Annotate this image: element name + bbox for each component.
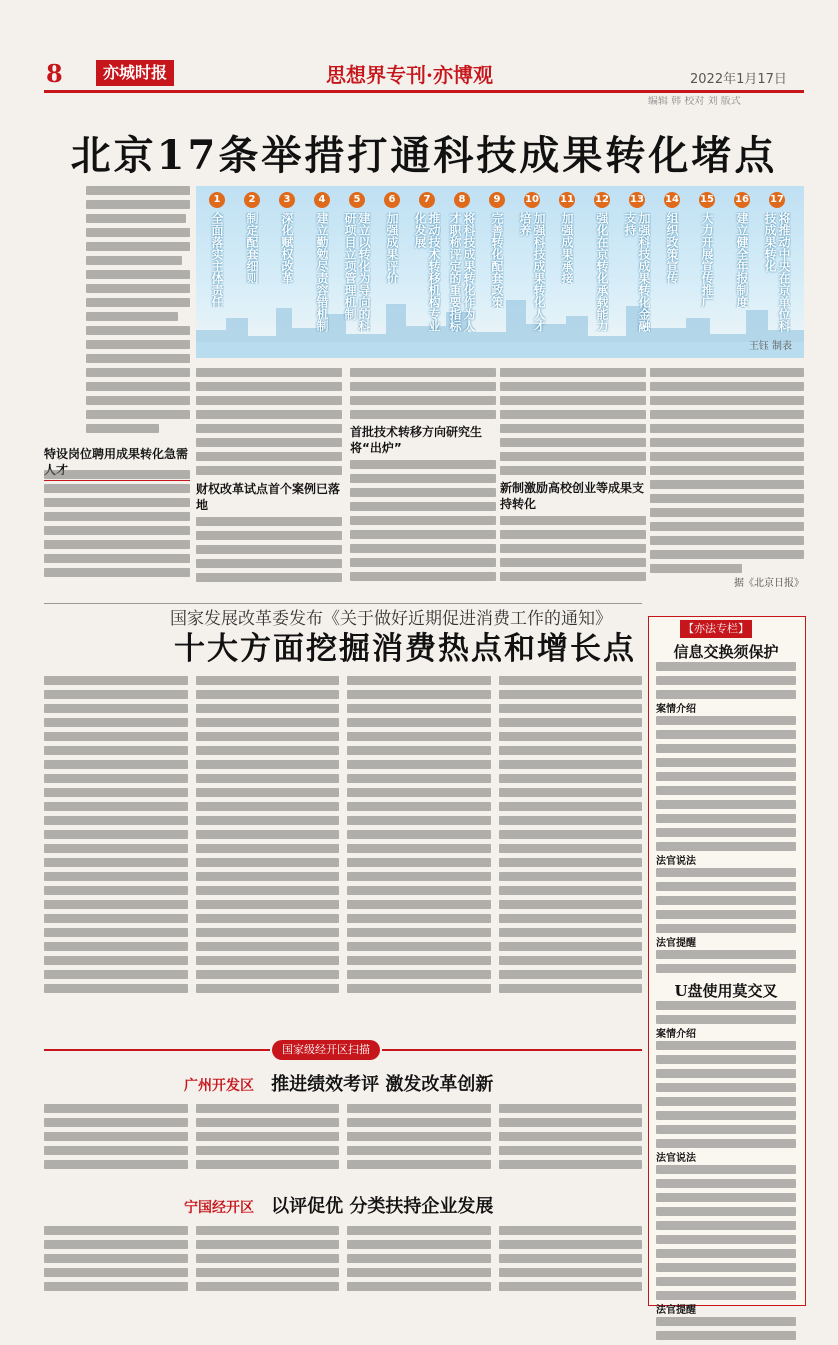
- article2-col2: [196, 676, 340, 1026]
- graphic-credit: 王钰 制表: [748, 341, 792, 352]
- measure-number: 12: [594, 192, 610, 208]
- page-number: 8: [46, 59, 63, 88]
- zone-rule-right: [382, 1049, 642, 1051]
- measure-item: [657, 192, 687, 284]
- measure-number: 13: [629, 192, 645, 208]
- measure-number: 8: [454, 192, 470, 208]
- measure-text: 全面落实主体责任: [210, 212, 224, 308]
- article2-col4: [499, 676, 643, 1026]
- legal-tip-heading-2: 法官提醒: [656, 1305, 696, 1316]
- measure-number: 16: [734, 192, 750, 208]
- zone-section-tag: 国家级经开区扫描: [272, 1040, 380, 1060]
- text-lines: [86, 186, 190, 433]
- zone-article-a-body: [44, 1104, 642, 1174]
- article2-headline: 十大方面挖掘消费热点和增长点: [174, 631, 636, 667]
- measure-text: 将科技成果转化作为人才职称评定的重要指标: [448, 212, 476, 332]
- measure-number: 10: [524, 192, 540, 208]
- measure-text: 完善转化配套政策: [490, 212, 504, 308]
- section-title: 思想界专刊·亦博观: [326, 63, 493, 87]
- issue-date: 2022年1月17日: [690, 72, 787, 87]
- measure-number: 1: [209, 192, 225, 208]
- article1-source: 据《北京日报》: [734, 578, 804, 589]
- measure-text: 加强科技成果转化人才培养: [518, 212, 546, 332]
- measure-item: [202, 192, 232, 308]
- intro-text-block: [86, 186, 190, 438]
- measure-number: 6: [384, 192, 400, 208]
- masthead-logo: 亦城时报: [96, 60, 174, 86]
- measure-item: [307, 192, 337, 332]
- zone-a-title: 推进绩效考评 激发改革创新: [271, 1074, 494, 1095]
- measure-item: [587, 192, 617, 332]
- subhead-pilot-case: 财权改革试点首个案例已落地: [196, 482, 341, 512]
- main-headline: 北京17条举措打通科技成果转化堵点: [70, 132, 778, 179]
- legal-judge-heading: 法官说法: [656, 856, 696, 867]
- article2-col1: [44, 676, 188, 1026]
- measure-item: [727, 192, 757, 308]
- measure-item: [447, 192, 477, 332]
- measure-text: 将推动中央在京单位科技成果转化: [763, 212, 791, 332]
- article2-deck: 国家发展改革委发布《关于做好近期促进消费工作的通知》: [170, 609, 612, 629]
- legal-case-heading-2: 案情介绍: [656, 1029, 696, 1040]
- article2-col3: [347, 676, 491, 1026]
- article1-col5-text: [650, 368, 804, 590]
- measure-item: [552, 192, 582, 284]
- zone-a-label: 广州开发区: [184, 1078, 254, 1094]
- measure-number: 3: [279, 192, 295, 208]
- measure-item: [762, 192, 792, 332]
- measure-item: [272, 192, 302, 284]
- subhead-graduates: 首批技术转移方向研究生将“出炉”: [350, 425, 483, 455]
- measure-item: [342, 192, 372, 332]
- measure-text: 建立健全年报制度: [735, 212, 749, 308]
- measure-number: 11: [559, 192, 575, 208]
- measure-number: 5: [349, 192, 365, 208]
- measure-item: [692, 192, 722, 308]
- subhead-special-posts: 特设岗位聘用成果转化急需: [44, 447, 189, 461]
- measure-text: 加强成果评价: [385, 212, 399, 284]
- measure-text: 制定配套细则: [245, 212, 259, 284]
- header-rule: [44, 90, 804, 93]
- measure-item: [377, 192, 407, 284]
- subhead-incentives: 新制激励高校创业等成果支持转化: [500, 481, 645, 511]
- editor-credits: 编辑 韩 校对 刘 版式: [648, 96, 741, 107]
- measure-item: [622, 192, 652, 332]
- measure-number: 17: [769, 192, 785, 208]
- article-divider: [44, 603, 642, 604]
- measure-item: [237, 192, 267, 284]
- article1-col2-text: [196, 368, 342, 587]
- measure-item: [517, 192, 547, 332]
- measure-number: 7: [419, 192, 435, 208]
- measures-infographic: [196, 186, 804, 358]
- measure-item: [412, 192, 442, 332]
- zone-rule-left: [44, 1049, 270, 1051]
- measure-text: 组织政策宣传: [665, 212, 679, 284]
- zone-article-b-body: [44, 1226, 642, 1296]
- measure-text: 加强成果承接: [560, 212, 574, 284]
- measure-text: 加强科技成果转化金融支持: [623, 212, 651, 332]
- article1-col3-text: [350, 368, 496, 586]
- zone-b-title: 以评促优 分类扶持企业发展: [271, 1196, 494, 1217]
- measure-text: 推动技术转移机构专业化发展: [413, 212, 441, 332]
- measure-number: 2: [244, 192, 260, 208]
- legal-tip-heading: 法官提醒: [656, 938, 696, 949]
- legal-column-tag: 【亦法专栏】: [680, 620, 752, 638]
- measure-number: 4: [314, 192, 330, 208]
- zone-article-a-head: [184, 1074, 644, 1096]
- legal-title-2: U盘使用莫交叉: [674, 982, 778, 1000]
- measure-text: 深化赋权改革: [280, 212, 294, 284]
- legal-case-heading: 案情介绍: [656, 704, 696, 715]
- article1-col4-text: [500, 368, 646, 586]
- legal-judge-heading-2: 法官说法: [656, 1153, 696, 1164]
- measure-text: 建立勤勉尽责容错机制: [315, 212, 329, 332]
- measure-text: 建立以转化为导向的科研项目立项管理机制: [343, 212, 371, 332]
- zone-b-label: 宁国经开区: [184, 1200, 254, 1216]
- measure-number: 15: [699, 192, 715, 208]
- measure-text: 强化在京转化承载能力: [595, 212, 609, 332]
- measure-number: 9: [489, 192, 505, 208]
- measure-item: [482, 192, 512, 308]
- zone-article-b-head: [184, 1196, 644, 1218]
- article1-col1-text: [44, 470, 190, 582]
- measure-number: 14: [664, 192, 680, 208]
- article2-body: [44, 676, 642, 1026]
- legal-title-1: 信息交换须保护: [673, 643, 779, 661]
- measure-text: 大力开展宣传推广: [700, 212, 714, 308]
- legal-column-content: [656, 642, 796, 1345]
